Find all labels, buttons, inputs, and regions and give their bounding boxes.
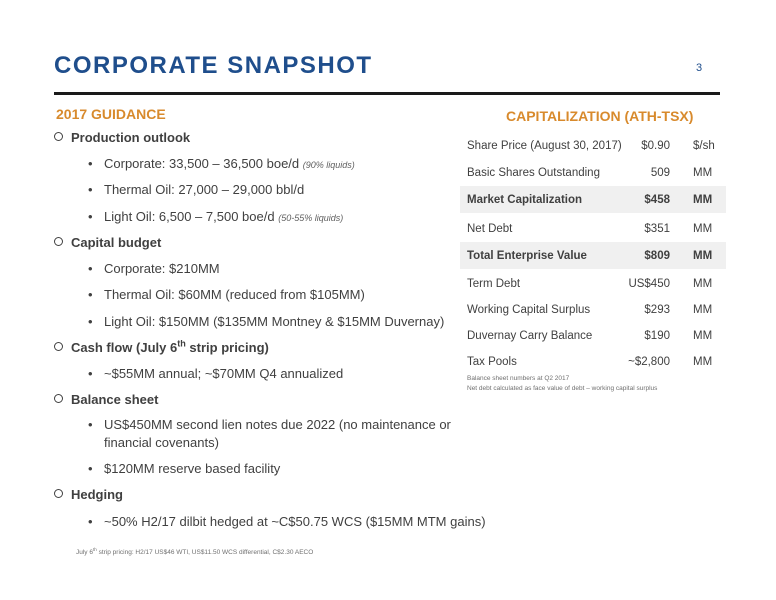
capital-budget-heading: [54, 235, 161, 250]
production-outlook-heading: [54, 130, 190, 145]
production-corporate-text: Corporate: 33,500 – 36,500 boe/d: [104, 156, 300, 171]
circle-bullet-icon: [54, 394, 63, 403]
guidance-heading: 2017 GUIDANCE: [56, 106, 166, 122]
row-label: Net Debt: [467, 223, 513, 235]
row-label: Tax Pools: [467, 356, 517, 368]
cash-flow-label-sup: th: [177, 338, 186, 349]
row-value: ~$2,800: [628, 356, 670, 368]
circle-bullet-icon: [54, 132, 63, 141]
cash-flow-label: Cash flow (July 6: [71, 340, 178, 355]
capital-corporate-text: Corporate: $210MM: [104, 261, 220, 276]
row-unit: MM: [693, 278, 713, 290]
row-value: US$450: [628, 278, 670, 290]
production-outlook-label: Production outlook: [71, 130, 191, 145]
capital-budget-label: Capital budget: [71, 235, 162, 250]
balance-sheet-heading: [54, 392, 158, 407]
hedging-text: ~50% H2/17 dilbit hedged at ~C$50.75 WCS ($15MM MTM gains): [104, 514, 486, 529]
row-unit: MM: [693, 223, 713, 235]
row-label: Share Price (August 30, 2017): [467, 140, 622, 152]
title-divider: [54, 92, 720, 95]
row-value: $351: [644, 223, 670, 235]
capital-thermal-text: Thermal Oil: $60MM (reduced from $105MM): [104, 287, 365, 302]
row-label: Market Capitalization: [467, 194, 583, 206]
balance-facility-item: • $120MM reserve based facility: [88, 461, 281, 476]
capital-corporate-item: • Corporate: $210MM: [88, 261, 220, 276]
row-unit: MM: [693, 330, 713, 342]
row-unit: MM: [693, 356, 713, 368]
row-unit: $/sh: [693, 140, 715, 152]
table-row: [460, 132, 726, 159]
cash-flow-label-end: strip pricing): [185, 340, 269, 355]
balance-sheet-label: Balance sheet: [71, 392, 159, 407]
table-row-highlight: [460, 186, 726, 213]
capitalization-note: Net debt calculated as face value of debt – working capital surplus: [467, 385, 658, 392]
production-corporate-item: • Corporate: 33,500 – 36,500 boe/d (90% liquids): [88, 156, 355, 171]
capital-thermal-item: • Thermal Oil: $60MM (reduced from $105MM): [88, 287, 365, 302]
table-row: [460, 322, 726, 349]
row-unit: MM: [693, 304, 713, 316]
footnote-text: July 6: [76, 549, 93, 556]
balance-notes-item: • US$450MM second lien notes due 2022 (no maintenance or financial covenants): [88, 416, 458, 452]
row-label: Term Debt: [467, 278, 521, 290]
cash-flow-heading: [54, 340, 269, 355]
footnote: [76, 546, 314, 556]
row-value: $809: [644, 250, 670, 262]
page-title: CORPORATE SNAPSHOT: [54, 52, 373, 79]
balance-notes-text: US$450MM second lien notes due 2022 (no maintenance or: [104, 417, 451, 432]
table-row: [460, 159, 726, 186]
row-value: $190: [644, 330, 670, 342]
footnote-sup: th: [92, 546, 97, 552]
row-value: $0.90: [641, 140, 670, 152]
capitalization-heading: CAPITALIZATION (ATH-TSX): [506, 108, 694, 124]
row-unit: MM: [693, 167, 713, 179]
row-unit: MM: [693, 194, 713, 206]
balance-notes-text-cont: financial covenants): [104, 435, 219, 450]
production-thermal-text: Thermal Oil: 27,000 – 29,000 bbl/d: [104, 182, 305, 197]
cash-flow-item: • ~$55MM annual; ~$70MM Q4 annualized: [88, 366, 344, 381]
row-label: Total Enterprise Value: [467, 250, 587, 262]
row-label: Working Capital Surplus: [467, 304, 591, 316]
capital-light-item: • Light Oil: $150MM ($135MM Montney & $15MM Duvernay): [88, 314, 445, 329]
table-row: [460, 348, 726, 375]
page-number: 3: [696, 62, 703, 74]
circle-bullet-icon: [54, 237, 63, 246]
row-value: 509: [650, 167, 670, 179]
table-row: [460, 296, 726, 323]
cash-flow-text: ~$55MM annual; ~$70MM Q4 annualized: [104, 366, 344, 381]
capitalization-note: Balance sheet numbers at Q2 2017: [467, 375, 570, 382]
capitalization-notes: [467, 374, 657, 394]
row-unit: MM: [693, 250, 713, 262]
row-label: Duvernay Carry Balance: [467, 330, 593, 342]
production-corporate-note: (90% liquids): [302, 160, 355, 170]
hedging-label: Hedging: [71, 487, 123, 502]
hedging-heading: [54, 487, 123, 502]
table-row: [460, 270, 726, 297]
production-thermal-item: • Thermal Oil: 27,000 – 29,000 bbl/d: [88, 182, 305, 197]
capital-light-text: Light Oil: $150MM ($135MM Montney & $15MM Duvernay): [104, 314, 445, 329]
production-light-item: • Light Oil: 6,500 – 7,500 boe/d (50-55% liquids): [88, 209, 344, 224]
hedging-item: • ~50% H2/17 dilbit hedged at ~C$50.75 WCS ($15MM MTM gains): [88, 514, 486, 529]
production-light-note: (50-55% liquids): [278, 213, 344, 223]
footnote-text-end: strip pricing: H2/17 US$46 WTI, US$11.50 WCS differential, C$2.30 AECO: [96, 549, 314, 556]
row-label: Basic Shares Outstanding: [467, 167, 600, 179]
row-value: $293: [644, 304, 670, 316]
table-row: [460, 215, 726, 242]
table-row-highlight: [460, 242, 726, 269]
production-light-text: Light Oil: 6,500 – 7,500 boe/d: [104, 209, 275, 224]
circle-bullet-icon: [54, 342, 63, 351]
balance-facility-text: $120MM reserve based facility: [104, 461, 281, 476]
row-value: $458: [644, 194, 670, 206]
circle-bullet-icon: [54, 489, 63, 498]
